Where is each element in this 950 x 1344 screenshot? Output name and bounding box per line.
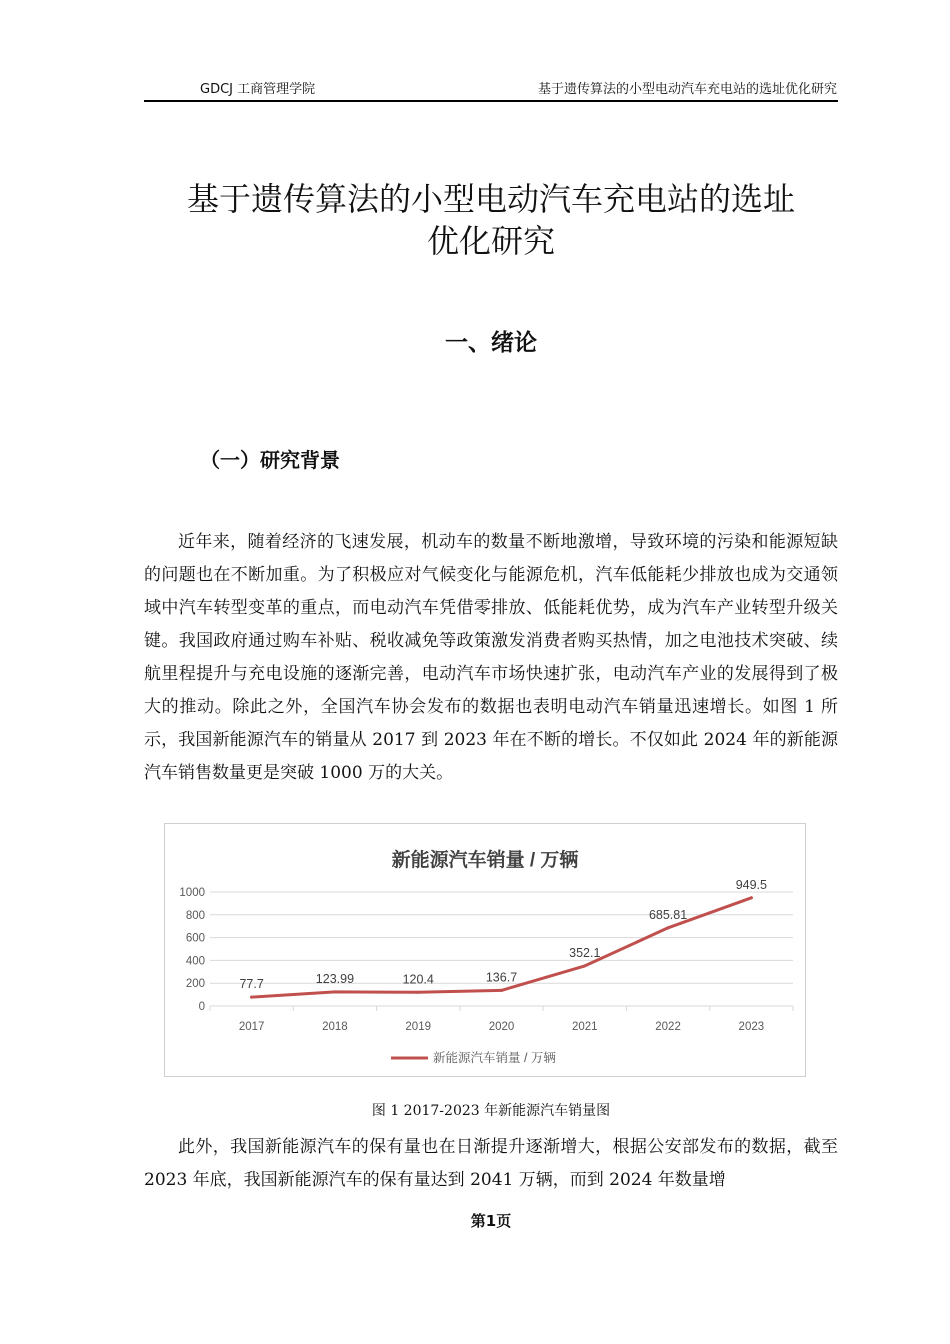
legend-label: 新能源汽车销量 / 万辆 xyxy=(433,1051,556,1065)
data-point xyxy=(417,991,420,994)
header-left: GDCJ 工商管理学院 xyxy=(200,82,316,97)
x-tick-label: 2022 xyxy=(655,1021,681,1033)
data-label: 352.1 xyxy=(569,945,601,960)
data-point xyxy=(583,964,586,967)
data-point xyxy=(750,896,753,899)
data-label: 120.4 xyxy=(402,972,434,987)
data-label: 123.99 xyxy=(315,971,355,986)
data-point xyxy=(667,926,670,929)
page-number: 第1页 xyxy=(470,1212,512,1230)
figure-caption: 图 1 2017-2023 年新能源汽车销量图 xyxy=(371,1103,611,1119)
y-tick-label: 800 xyxy=(185,909,205,922)
document-title xyxy=(144,178,838,262)
body-paragraph-1: 近年来，随着经济的飞速发展，机动车的数量不断地激增，导致环境的污染和能源短缺的问题也在不断加重。为了积极应对气候变化与能源危机，汽车低能耗少排放也成为交通领域中汽车转型变革的重点，而电动汽车凭借零排放、低能耗优势，成为汽车产业转型升级关键。我国政府通过购车补贴、税收减免等政策激发消费者购买热情，加之电池技术突破、续航里程提升与充电设施的逐渐完善，电动汽车市场快速扩张，电动汽车产业的发展得到了极大的推动。除此之外，全国汽车协会发布的数据也表明电动汽车销量迅速增长。如图 1 所示，我国新能源汽车的销量从 2017 到 2023 年在不断的增长。不仅如此 2024 年的新能源汽车销售数量更是突破 1000 万的大关。 xyxy=(144,532,838,783)
y-tick-label: 1000 xyxy=(179,887,205,899)
header-right: 基于遗传算法的小型电动汽车充电站的选址优化研究 xyxy=(537,82,837,97)
x-tick-label: 2021 xyxy=(571,1021,598,1033)
body-paragraph-2: 此外，我国新能源汽车的保有量也在日渐提升逐渐增大，根据公安部发布的数据，截至 2023 年底，我国新能源汽车的保有量达到 2041 万辆，而到 2024 年数量增 xyxy=(144,1137,838,1190)
sales-chart xyxy=(164,823,806,1077)
section-heading: 一、绪论 xyxy=(445,330,537,356)
subsection-heading: （一）研究背景 xyxy=(200,448,340,472)
x-tick-label: 2019 xyxy=(405,1021,432,1033)
data-point xyxy=(250,996,253,999)
y-tick-label: 0 xyxy=(198,1001,205,1013)
x-tick-label: 2020 xyxy=(488,1021,515,1033)
data-point xyxy=(333,990,336,993)
header-rule xyxy=(144,100,838,102)
title-line-2: 优化研究 xyxy=(426,222,555,260)
y-tick-label: 400 xyxy=(185,955,205,968)
x-tick-label: 2017 xyxy=(238,1021,265,1033)
y-tick-label: 200 xyxy=(185,978,205,991)
data-point xyxy=(500,989,503,992)
y-tick-label: 600 xyxy=(185,932,205,945)
data-label: 136.7 xyxy=(485,970,518,985)
title-line-1: 基于遗传算法的小型电动汽车充电站的选址 xyxy=(186,180,795,218)
chart-title: 新能源汽车销量 / 万辆 xyxy=(391,850,579,871)
data-label: 77.7 xyxy=(239,977,264,992)
chart-svg xyxy=(165,824,805,1076)
data-label: 949.5 xyxy=(735,877,767,892)
x-tick-label: 2018 xyxy=(322,1021,348,1033)
data-label: 685.81 xyxy=(648,907,688,922)
x-tick-label: 2023 xyxy=(738,1021,765,1033)
